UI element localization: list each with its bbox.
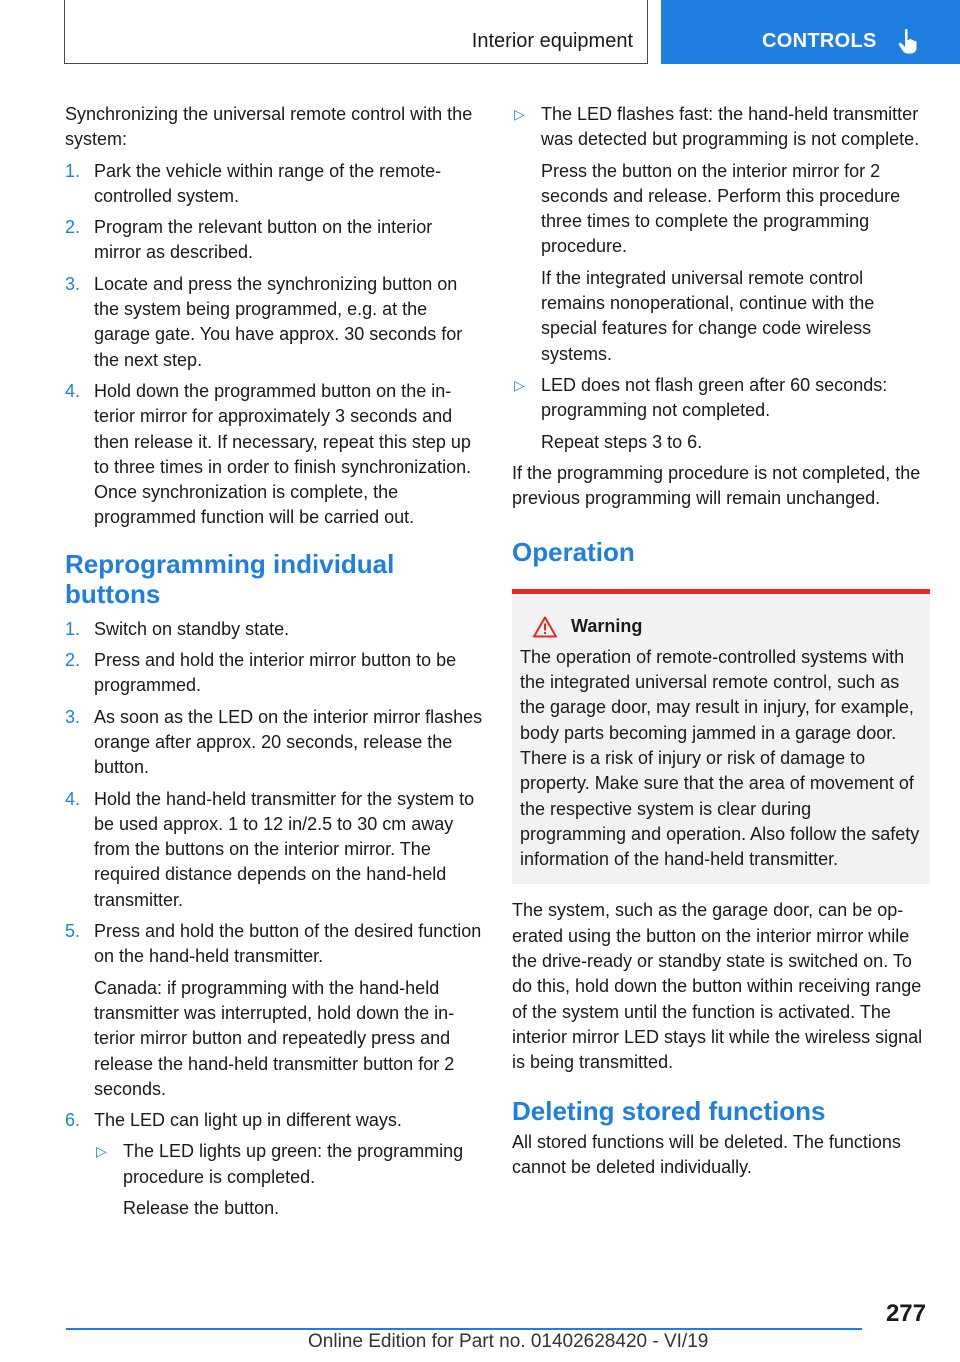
bullet-text: The LED lights up green: the programming procedure is completed. [123, 1141, 464, 1187]
closing-text: If the programming procedure is not completed, the previous programming will remain unchanged. [512, 462, 921, 509]
list-item [65, 919, 483, 1102]
header-chapter-label: CONTROLS [762, 30, 877, 52]
led-states-list [94, 1139, 483, 1221]
bullet-note: If the integrated universal remote control remains nonoperational, continue with the special features for change code wireless systems. [541, 267, 875, 364]
list-item [512, 102, 930, 367]
step-text: Locate and press the synchronizing button on the system being programmed, e.g. at the garage gate. You have approx. 30 seconds for the next step. [94, 273, 463, 370]
operation-heading: Operation [512, 537, 635, 568]
step-text: Press and hold the interior mirror button to be programmed. [94, 650, 457, 696]
list-item [65, 705, 483, 781]
page-number: 277 [885, 1300, 926, 1327]
bullet-note: Repeat steps 3 to 6. [541, 431, 703, 452]
bullet-note: Release the button. [123, 1197, 280, 1218]
reprogramming-steps-list [65, 617, 483, 1222]
header-chapter-tab[interactable] [661, 0, 960, 64]
step-number: 1. [65, 618, 81, 639]
list-item [65, 379, 483, 531]
list-item [65, 648, 483, 699]
warning-text: The operation of remote-controlled systems with the integrated universal remote control, such as the garage door, may result in injury, for example, body parts becoming jammed in a garage door. There is a risk of injury or risk of damage to property. Make sure that the area of movement of the respective system is clear during programming and operation. Also follow the safety information of the hand-held transmitter. [520, 646, 920, 870]
list-item [94, 1139, 483, 1221]
step-text: Park the vehicle within range of the remote-controlled system. [94, 160, 442, 206]
step-number: 6. [65, 1110, 81, 1131]
list-item [65, 215, 483, 266]
step-note: Canada: if programming with the hand-held transmitter was interrupted, hold down the interior mirror button and repeatedly press and release the hand-held transmitter button for 2 seconds. [94, 977, 455, 1099]
list-item [65, 1108, 483, 1221]
footer-divider [66, 1328, 862, 1330]
step-number: 4. [65, 788, 81, 809]
left-column [65, 102, 483, 1227]
header-section-title: Interior equipment [471, 30, 633, 52]
list-item [65, 617, 483, 642]
warning-box [512, 589, 930, 884]
warning-title: Warning [571, 616, 643, 637]
triangle-bullet-icon: ▷ [514, 106, 525, 122]
warning-header [520, 614, 922, 639]
reprogramming-heading: Reprogramming individual buttons [65, 548, 395, 609]
step-text: As soon as the LED on the interior mirror flashes orange after approx. 20 seconds, release the button. [94, 706, 483, 778]
step-number: 4. [65, 380, 81, 401]
step-text: The LED can light up in different ways. [94, 1110, 402, 1131]
right-column [512, 102, 930, 1186]
list-item [512, 373, 930, 455]
step-text: Switch on standby state. [94, 618, 290, 639]
deleting-heading: Deleting stored functions [512, 1095, 826, 1126]
sync-steps-list [65, 159, 483, 531]
step-text: Program the relevant button on the interior mirror as described. [94, 217, 433, 263]
list-item [65, 272, 483, 373]
step-number: 5. [65, 921, 81, 942]
list-item [65, 159, 483, 210]
edition-footer: Online Edition for Part no. 01402628420 - VI/19 [308, 1331, 709, 1352]
step-number: 2. [65, 217, 81, 238]
bullet-text: The LED flashes fast: the hand-held transmitter was detected but programming is not complete. [541, 104, 920, 150]
triangle-bullet-icon: ▷ [514, 376, 525, 393]
hand-pointer-icon [897, 28, 919, 54]
step-number: 3. [65, 706, 81, 727]
operation-text: The system, such as the garage door, can be operated using the button on the interior mirror while the drive-ready or standby state is switched on. To do this, hold down the button within receiving range of the system until the function is activated. The interior mirror LED stays lit while the wireless signal is being transmitted. [512, 900, 923, 1073]
bullet-text: LED does not flash green after 60 seconds: programming not completed. [541, 374, 888, 421]
header-section-box [64, 0, 648, 64]
step-number: 3. [65, 273, 81, 294]
step-text: Hold down the programmed button on the interior mirror for approximately 3 seconds and then release it. If necessary, repeat this step up to three times in order to finish synchronization. Once synchronization is complete, the programmed function will be carried out. [94, 380, 472, 528]
step-text: Press and hold the button of the desired function on the hand-held transmitter. [94, 921, 482, 967]
step-number: 1. [65, 160, 81, 181]
step-number: 2. [65, 650, 81, 671]
sync-intro: Synchronizing the universal remote control with the system: [65, 104, 473, 150]
list-item [65, 787, 483, 913]
deleting-text: All stored functions will be deleted. The functions cannot be deleted individually. [512, 1131, 901, 1177]
led-states-list-continued [512, 102, 930, 455]
warning-triangle-icon [533, 616, 557, 638]
triangle-bullet-icon: ▷ [96, 1143, 107, 1160]
step-text: Hold the hand-held transmitter for the system to be used approx. 1 to 12 in/2.5 to 30 cm away from the buttons on the interior mirror. The required distance depends on the hand-held transmitter. [94, 788, 475, 910]
bullet-note: Press the button on the interior mirror for 2 seconds and release. Perform this procedure three times to complete the programming procedure. [541, 160, 901, 257]
